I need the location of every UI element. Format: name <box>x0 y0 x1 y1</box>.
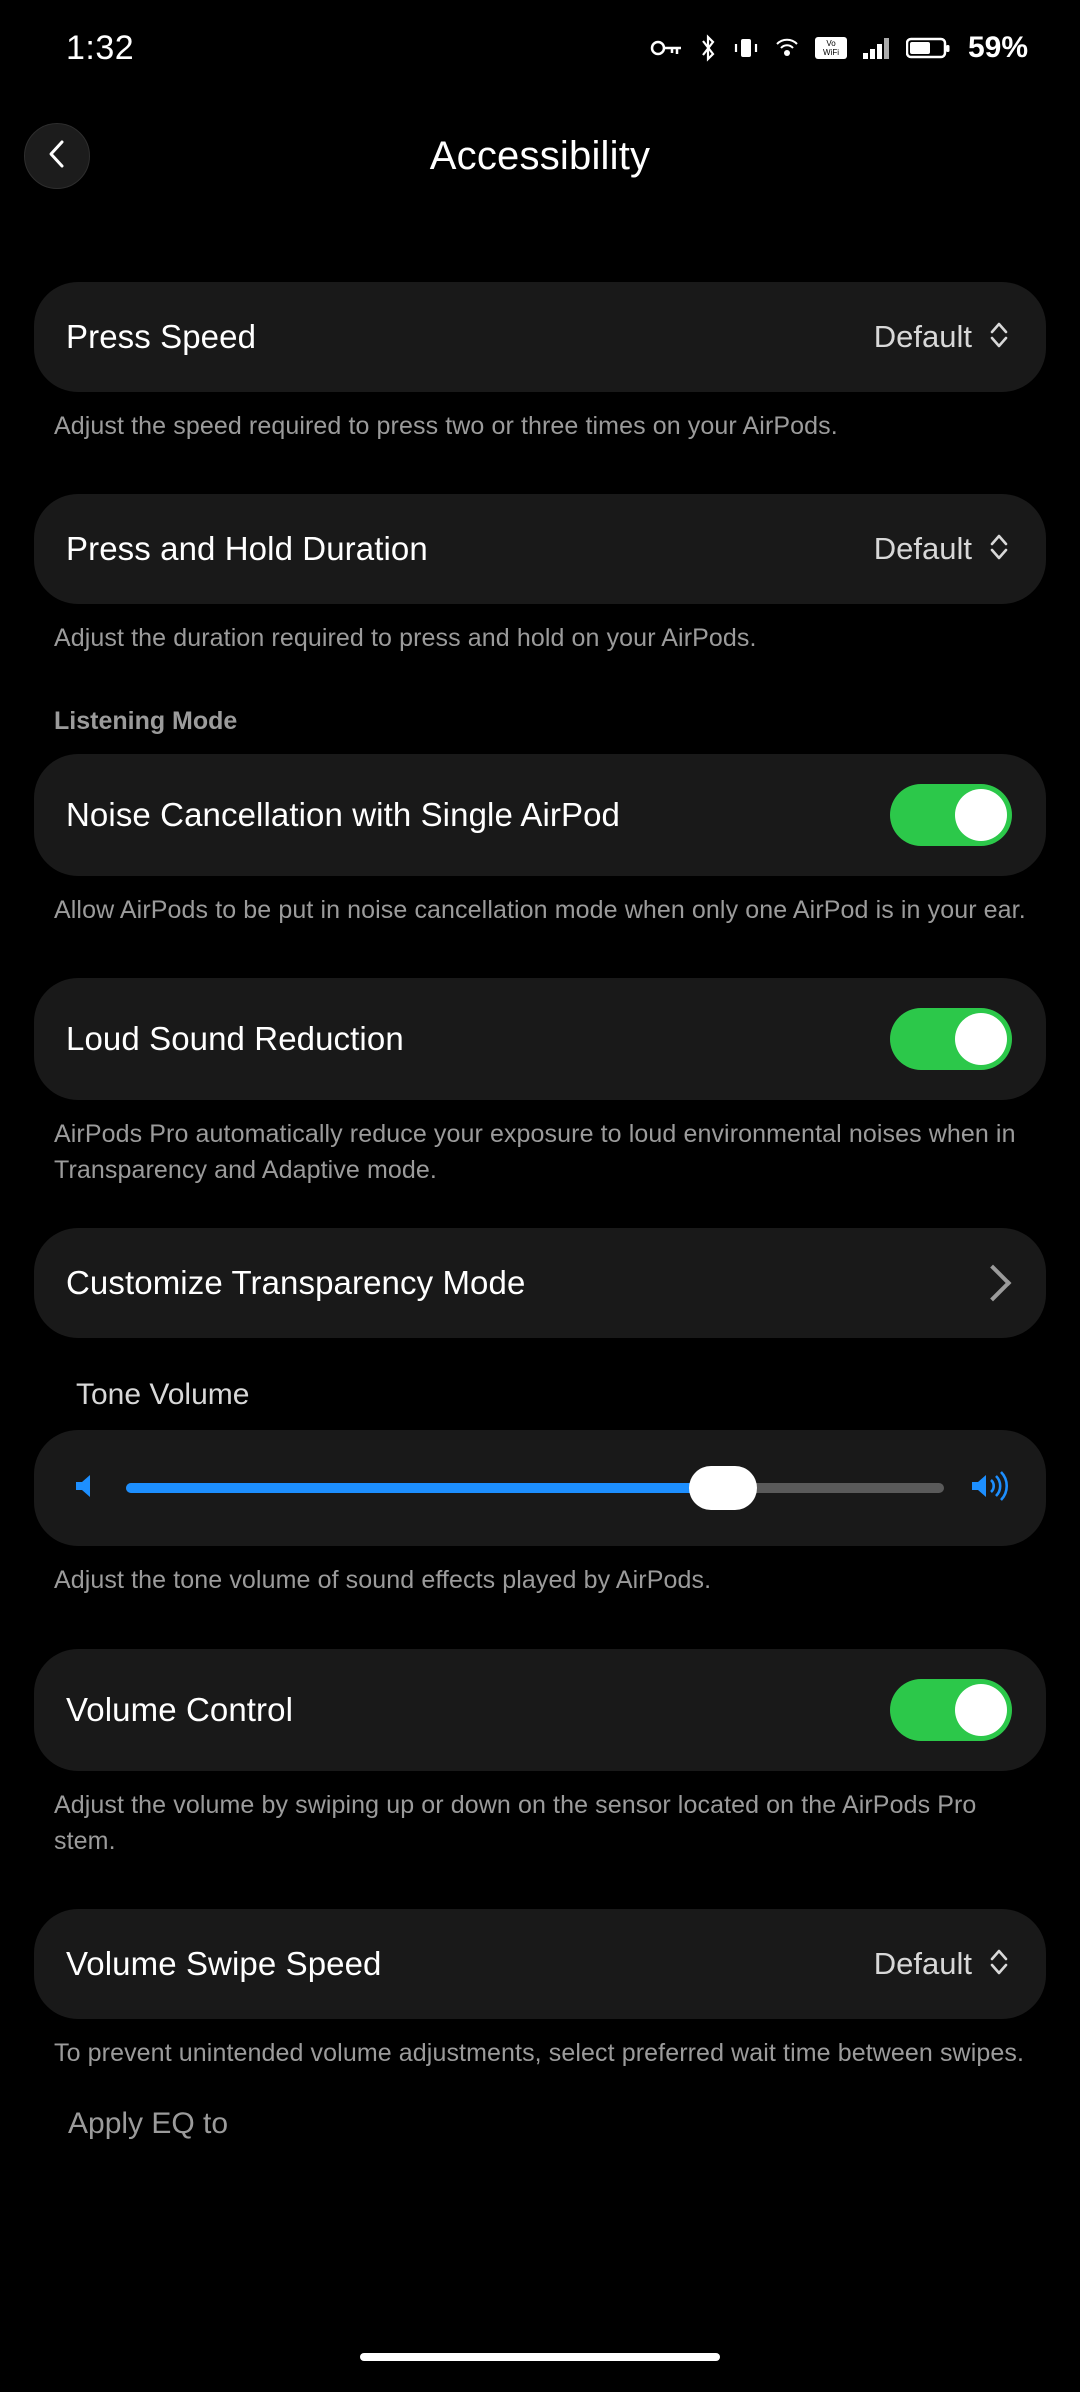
volume-swipe-speed-label: Volume Swipe Speed <box>66 1945 382 1982</box>
volume-control-toggle[interactable] <box>890 1679 1012 1741</box>
toggle-knob <box>955 1684 1007 1736</box>
page-header <box>0 96 1080 216</box>
back-button[interactable] <box>24 123 90 189</box>
battery-icon <box>906 36 950 60</box>
signal-icon <box>862 35 892 61</box>
stepper-updown-icon <box>986 530 1012 569</box>
press-and-hold-duration-label: Press and Hold Duration <box>66 530 428 568</box>
spacer <box>34 1338 1046 1378</box>
volume-low-icon <box>68 1469 102 1508</box>
stepper-updown-icon <box>986 1945 1012 1984</box>
loud-sound-reduction-toggle[interactable] <box>890 1008 1012 1070</box>
key-icon <box>650 36 684 60</box>
press-and-hold-duration-value: Default <box>873 531 972 567</box>
apply-eq-label: Apply EQ to <box>68 2107 229 2141</box>
volume-swipe-speed-description: To prevent unintended volume adjustments, select preferred wait time between swipes. <box>54 2039 1025 2067</box>
spacer <box>34 928 1046 978</box>
system-navigation-bar <box>0 2322 1080 2392</box>
loud-sound-reduction-description: AirPods Pro automatically reduce your exposure to loud environmental noises when in Transparency and Adaptive mode. <box>54 1119 1016 1184</box>
setting-row-volume-control[interactable] <box>34 1649 1046 1771</box>
setting-row-press-and-hold-duration[interactable] <box>34 494 1046 604</box>
noise-cancellation-label: Noise Cancellation with Single AirPod <box>66 795 621 833</box>
home-gesture-pill[interactable] <box>360 2353 720 2361</box>
noise-cancellation-toggle[interactable] <box>890 784 1012 846</box>
setting-row-press-speed[interactable] <box>34 282 1046 392</box>
press-and-hold-duration-stepper[interactable] <box>874 530 1012 569</box>
tone-volume-slider[interactable] <box>126 1483 944 1493</box>
spacer <box>34 1599 1046 1649</box>
section-header-listening-mode: Listening Mode <box>54 706 238 735</box>
press-and-hold-duration-description: Adjust the duration required to press and hold on your AirPods. <box>54 624 757 653</box>
setting-row-loud-sound-reduction[interactable] <box>34 978 1046 1100</box>
setting-row-volume-swipe-speed[interactable] <box>34 1909 1046 2019</box>
loud-sound-reduction-label: Loud Sound Reduction <box>66 1019 404 1057</box>
tone-volume-description: Adjust the tone volume of sound effects played by AirPods. <box>54 1566 712 1595</box>
spacer <box>34 657 1046 707</box>
volume-swipe-speed-stepper[interactable] <box>874 1945 1012 1984</box>
volume-swipe-speed-value: Default <box>873 1946 972 1981</box>
status-bar <box>0 0 1080 96</box>
chevron-right-icon <box>975 1265 1012 1302</box>
wifi-calling-icon <box>774 35 800 61</box>
noise-cancellation-description: Allow AirPods to be put in noise cancellation mode when only one AirPod is in your ear. <box>54 895 1026 924</box>
setting-row-customize-transparency-mode[interactable] <box>34 1228 1046 1338</box>
volume-control-label: Volume Control <box>66 1690 294 1728</box>
bluetooth-icon <box>698 34 718 62</box>
svg-text:WiFi: WiFi <box>822 48 839 57</box>
volte-wifi-icon <box>814 35 848 61</box>
press-speed-description: Adjust the speed required to press two or three times on your AirPods. <box>54 412 838 440</box>
chevron-left-icon <box>45 139 69 174</box>
spacer <box>34 444 1046 494</box>
vibrate-icon <box>732 35 760 61</box>
customize-transparency-mode-label: Customize Transparency Mode <box>66 1264 526 1302</box>
toggle-knob <box>955 789 1007 841</box>
press-speed-value: Default <box>873 319 972 354</box>
tone-volume-slider-card[interactable] <box>34 1430 1046 1546</box>
page-title: Accessibility <box>429 133 651 178</box>
stepper-updown-icon <box>986 318 1012 357</box>
slider-fill <box>126 1483 723 1493</box>
battery-percent: 59% <box>967 31 1028 64</box>
volume-high-icon <box>968 1469 1012 1508</box>
slider-thumb[interactable] <box>689 1466 757 1510</box>
press-speed-label: Press Speed <box>66 318 257 355</box>
press-speed-stepper[interactable] <box>874 318 1012 357</box>
spacer <box>34 1859 1046 1909</box>
setting-row-noise-cancellation-single-airpod[interactable] <box>34 754 1046 876</box>
toggle-knob <box>955 1013 1007 1065</box>
spacer <box>34 1188 1046 1228</box>
svg-text:Vo: Vo <box>826 39 836 48</box>
status-time: 1:32 <box>66 28 135 67</box>
tone-volume-title: Tone Volume <box>76 1378 250 1412</box>
volume-control-description: Adjust the volume by swiping up or down on the sensor located on the AirPods Pro stem. <box>54 1790 977 1855</box>
settings-list <box>0 282 1080 2141</box>
status-icons <box>650 31 1028 65</box>
